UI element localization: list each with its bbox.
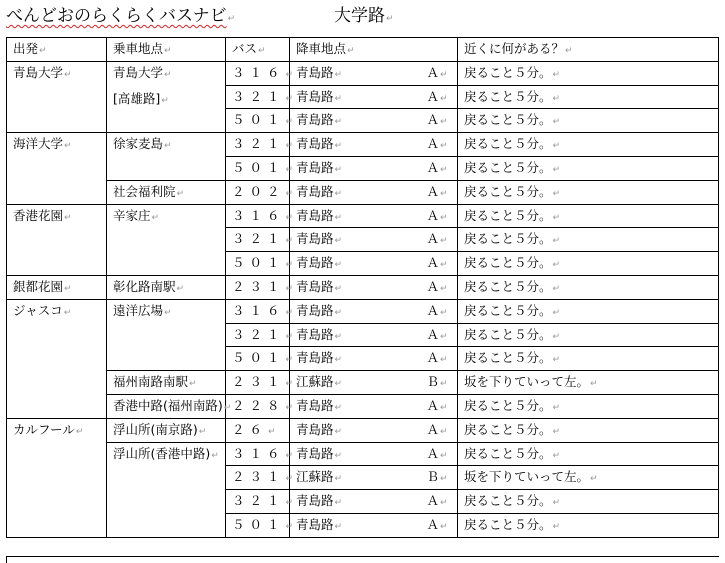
nearby-info-cell: 戻ること５分。↵ — [458, 133, 719, 157]
header-nearby: 近くに何がある？↵ — [458, 38, 719, 62]
paragraph-mark-icon: ↵ — [334, 188, 343, 199]
paragraph-mark-icon: ↵ — [440, 450, 448, 461]
paragraph-mark-icon: ↵ — [440, 141, 448, 152]
table-row — [7, 204, 719, 228]
boarding-stop-cell: 彰化路南駅↵ — [107, 275, 226, 299]
paragraph-mark-icon: ↵ — [285, 498, 299, 509]
paragraph-mark-icon: ↵ — [440, 164, 448, 175]
bus-number-cell: ３２１↵ — [226, 85, 290, 109]
origin-cell: 青島大学↵ — [7, 61, 107, 132]
paragraph-mark-icon: ↵ — [334, 355, 343, 366]
nearby-info-cell: 戻ること５分。↵ — [458, 442, 719, 466]
origin-cell: カルフール↵ — [7, 418, 107, 537]
paragraph-mark-icon: ↵ — [285, 117, 299, 128]
bus-route-table — [6, 37, 719, 538]
paragraph-mark-icon: ↵ — [552, 331, 561, 342]
paragraph-mark-icon: ↵ — [440, 117, 448, 128]
paragraph-mark-icon: ↵ — [285, 402, 299, 413]
exit-gate-cell: Ｂ↵ — [421, 466, 458, 490]
exit-gate-cell: Ａ↵ — [421, 513, 458, 537]
alighting-stop-cell: 青島路↵ — [290, 61, 421, 85]
paragraph-mark-icon: ↵ — [590, 474, 598, 485]
paragraph-mark-icon: ↵ — [285, 69, 299, 80]
nearby-info-cell: 戻ること５分。↵ — [458, 513, 719, 537]
exit-gate-cell: Ａ↵ — [421, 252, 458, 276]
table-body — [7, 38, 719, 538]
paragraph-mark-icon: ↵ — [440, 93, 448, 104]
nearby-info-cell: 戻ること５分。↵ — [458, 323, 719, 347]
table-row — [7, 299, 719, 323]
table-row — [7, 371, 719, 395]
table-row — [7, 418, 719, 442]
alighting-stop-cell: 青島路↵ — [290, 323, 421, 347]
paragraph-mark-icon: ↵ — [334, 521, 343, 532]
alighting-stop-cell: 青島路↵ — [290, 252, 421, 276]
paragraph-mark-icon: ↵ — [440, 283, 448, 294]
paragraph-mark-icon: ↵ — [552, 521, 561, 532]
paragraph-mark-icon: ↵ — [334, 117, 343, 128]
paragraph-mark-icon: ↵ — [334, 260, 343, 271]
alighting-stop-cell: 青島路↵ — [290, 275, 421, 299]
paragraph-mark-icon: ↵ — [440, 379, 448, 390]
paragraph-mark-icon: ↵ — [440, 307, 448, 318]
title-right-wrap — [334, 2, 394, 33]
origin-cell: 海洋大学↵ — [7, 133, 107, 204]
table-row — [7, 180, 719, 204]
paragraph-mark-icon: ↵ — [552, 69, 561, 80]
header-row — [7, 38, 719, 62]
paragraph-mark-icon: ↵ — [268, 426, 281, 437]
alighting-stop-cell: 青島路↵ — [290, 490, 421, 514]
nearby-info-cell: 戻ること５分。↵ — [458, 85, 719, 109]
table-row — [7, 61, 719, 85]
exit-gate-cell: Ａ↵ — [421, 490, 458, 514]
boarding-stop-cell: 福州南路南駅↵ — [107, 371, 226, 395]
alighting-stop-cell: 青島路↵ — [290, 418, 421, 442]
paragraph-mark-icon: ↵ — [64, 141, 72, 152]
paragraph-mark-icon: ↵ — [63, 307, 72, 318]
paragraph-mark-icon: ↵ — [285, 379, 299, 390]
bus-number-cell: ２０２↵ — [226, 180, 290, 204]
alighting-stop-cell: 青島路↵ — [290, 394, 421, 418]
alighting-stop-cell: 青島路↵ — [290, 204, 421, 228]
header-origin: 出発↵ — [7, 38, 107, 62]
paragraph-mark-icon: ↵ — [440, 355, 448, 366]
paragraph-mark-icon: ↵ — [285, 236, 299, 247]
paragraph-mark-icon: ↵ — [386, 14, 394, 24]
boarding-stop-cell: 浮山所(香港中路)↵ — [107, 442, 226, 537]
document-title — [6, 2, 394, 30]
bus-number-cell: ３２１↵ — [226, 228, 290, 252]
nearby-info-cell: 戻ること５分。↵ — [458, 275, 719, 299]
paragraph-mark-icon: ↵ — [285, 188, 299, 199]
bus-number-cell: ２３１↵ — [226, 275, 290, 299]
paragraph-mark-icon: ↵ — [285, 331, 299, 342]
paragraph-mark-icon: ↵ — [64, 283, 72, 294]
table-row — [7, 133, 719, 157]
exit-gate-cell: Ａ↵ — [421, 85, 458, 109]
nearby-info-cell: 戻ること５分。↵ — [458, 156, 719, 180]
boarding-stop-sub: [高雄路]↵ — [113, 90, 169, 106]
boarding-stop-cell: 青島大学↵ [高雄路]↵ — [107, 61, 226, 132]
alighting-stop-cell: 江蘇路↵ — [290, 466, 421, 490]
paragraph-mark-icon: ↵ — [334, 379, 343, 390]
exit-gate-cell: Ａ↵ — [421, 133, 458, 157]
exit-gate-cell: Ａ↵ — [421, 442, 458, 466]
origin-cell: 香港花園↵ — [7, 204, 107, 275]
bus-number-cell: ２３１↵ — [226, 371, 290, 395]
paragraph-mark-icon: ↵ — [440, 402, 448, 413]
bus-number-cell: ５０１↵ — [226, 252, 290, 276]
exit-gate-cell: Ａ↵ — [421, 418, 458, 442]
exit-gate-cell: Ａ↵ — [421, 180, 458, 204]
paragraph-mark-icon: ↵ — [440, 212, 448, 223]
paragraph-mark-icon: ↵ — [440, 426, 448, 437]
bus-number-cell: ２６↵ — [226, 418, 290, 442]
paragraph-mark-icon: ↵ — [440, 331, 448, 342]
bus-number-cell: ２３１↵ — [226, 466, 290, 490]
alighting-stop-cell: 青島路↵ — [290, 442, 421, 466]
paragraph-mark-icon: ↵ — [334, 141, 343, 152]
table-row — [7, 275, 719, 299]
bus-number-cell: ３１６↵ — [226, 299, 290, 323]
paragraph-mark-icon: ↵ — [334, 164, 343, 175]
paragraph-mark-icon: ↵ — [334, 331, 343, 342]
exit-gate-cell: Ａ↵ — [421, 347, 458, 371]
alighting-stop-cell: 青島路↵ — [290, 109, 421, 133]
bus-number-cell: ３２１↵ — [226, 490, 290, 514]
paragraph-mark-icon: ↵ — [285, 450, 299, 461]
paragraph-mark-icon: ↵ — [176, 283, 185, 294]
paragraph-mark-icon: ↵ — [552, 236, 561, 247]
exit-gate-cell: Ａ↵ — [421, 394, 458, 418]
paragraph-mark-icon: ↵ — [552, 117, 561, 128]
alighting-stop-cell: 青島路↵ — [290, 228, 421, 252]
table-row — [7, 442, 719, 466]
exit-gate-cell: Ｂ↵ — [421, 371, 458, 395]
paragraph-mark-icon: ↵ — [334, 69, 343, 80]
bus-number-cell: ５０１↵ — [226, 109, 290, 133]
paragraph-mark-icon: ↵ — [552, 426, 561, 437]
paragraph-mark-icon: ↵ — [552, 164, 561, 175]
paragraph-mark-icon: ↵ — [285, 212, 299, 223]
boarding-stop-cell: 浮山所(南京路)↵ — [107, 418, 226, 442]
paragraph-mark-icon: ↵ — [590, 379, 598, 390]
paragraph-mark-icon: ↵ — [552, 402, 561, 413]
alighting-stop-cell: 青島路↵ — [290, 180, 421, 204]
paragraph-mark-icon: ↵ — [64, 212, 72, 223]
paragraph-mark-icon: ↵ — [552, 141, 561, 152]
paragraph-mark-icon: ↵ — [151, 212, 160, 223]
paragraph-mark-icon: ↵ — [552, 307, 561, 318]
exit-gate-cell: Ａ↵ — [421, 299, 458, 323]
header-alighting: 降車地点↵ — [290, 38, 458, 62]
paragraph-mark-icon: ↵ — [285, 355, 299, 366]
nearby-info-cell: 戻ること５分。↵ — [458, 394, 719, 418]
paragraph-mark-icon: ↵ — [334, 498, 343, 509]
paragraph-mark-icon: ↵ — [198, 426, 207, 437]
paragraph-mark-icon: ↵ — [189, 379, 197, 390]
paragraph-mark-icon: ↵ — [285, 474, 299, 485]
alighting-stop-cell: 青島路↵ — [290, 347, 421, 371]
paragraph-mark-icon: ↵ — [334, 93, 343, 104]
alighting-stop-cell: 青島路↵ — [290, 513, 421, 537]
paragraph-mark-icon: ↵ — [552, 283, 561, 294]
nearby-info-cell: 坂を下りていって左。↵ — [458, 371, 719, 395]
paragraph-mark-icon: ↵ — [285, 521, 299, 532]
paragraph-mark-icon: ↵ — [440, 474, 448, 485]
alighting-stop-cell: 青島路↵ — [290, 299, 421, 323]
bus-number-cell: ３２１↵ — [226, 323, 290, 347]
exit-gate-cell: Ａ↵ — [421, 61, 458, 85]
bus-number-cell: ５０１↵ — [226, 347, 290, 371]
title-left: べんどおのらくらくバスナビ — [6, 6, 227, 26]
paragraph-mark-icon: ↵ — [440, 188, 448, 199]
nearby-info-cell: 坂を下りていって左。↵ — [458, 466, 719, 490]
exit-gate-cell: Ａ↵ — [421, 323, 458, 347]
paragraph-mark-icon: ↵ — [285, 141, 299, 152]
paragraph-mark-icon: ↵ — [285, 164, 299, 175]
alighting-stop-cell: 江蘇路↵ — [290, 371, 421, 395]
nearby-info-cell: 戻ること５分。↵ — [458, 347, 719, 371]
paragraph-mark-icon: ↵ — [176, 188, 185, 199]
paragraph-mark-icon: ↵ — [64, 69, 72, 80]
paragraph-mark-icon: ↵ — [552, 188, 561, 199]
nearby-info-cell: 戻ること５分。↵ — [458, 252, 719, 276]
paragraph-mark-icon: ↵ — [164, 141, 172, 152]
bus-number-cell: ２２８↵ — [226, 394, 290, 418]
paragraph-mark-icon: ↵ — [552, 450, 561, 461]
nearby-info-cell: 戻ること５分。↵ — [458, 109, 719, 133]
paragraph-mark-icon: ↵ — [440, 521, 448, 532]
boarding-stop-cell: 辛家庄↵ — [107, 204, 226, 275]
bus-number-cell: ３２１↵ — [226, 133, 290, 157]
paragraph-mark-icon: ↵ — [440, 260, 448, 271]
bus-number-cell: ５０１↵ — [226, 156, 290, 180]
paragraph-mark-icon: ↵ — [334, 426, 343, 437]
header-boarding: 乗車地点↵ — [107, 38, 226, 62]
nearby-info-cell: 戻ること５分。↵ — [458, 228, 719, 252]
paragraph-mark-icon: ↵ — [334, 450, 343, 461]
paragraph-mark-icon: ↵ — [285, 307, 299, 318]
bus-number-cell: ３１６↵ — [226, 442, 290, 466]
exit-gate-cell: Ａ↵ — [421, 109, 458, 133]
paragraph-mark-icon: ↵ — [285, 93, 299, 104]
bus-number-cell: ３１６↵ — [226, 61, 290, 85]
bus-number-cell: ３１６↵ — [226, 204, 290, 228]
boarding-stop-cell: 徐家麦島↵ — [107, 133, 226, 181]
boarding-stop-cell: 香港中路(福州南路)↵ — [107, 394, 226, 418]
paragraph-mark-icon: ↵ — [227, 14, 236, 24]
boarding-stop-cell: 遠洋広場↵ — [107, 299, 226, 370]
table-row — [7, 394, 719, 418]
alighting-stop-cell: 青島路↵ — [290, 156, 421, 180]
nearby-info-cell: 戻ること５分。↵ — [458, 204, 719, 228]
origin-cell: ジャスコ↵ — [7, 299, 107, 418]
paragraph-mark-icon: ↵ — [440, 498, 448, 509]
paragraph-mark-icon: ↵ — [440, 69, 448, 80]
paragraph-mark-icon: ↵ — [552, 355, 561, 366]
paragraph-mark-icon: ↵ — [334, 474, 343, 485]
alighting-stop-cell: 青島路↵ — [290, 133, 421, 157]
paragraph-mark-icon: ↵ — [440, 236, 448, 247]
paragraph-mark-icon: ↵ — [552, 93, 561, 104]
paragraph-mark-icon: ↵ — [334, 283, 343, 294]
nearby-info-cell: 戻ること５分。↵ — [458, 418, 719, 442]
paragraph-mark-icon: ↵ — [552, 260, 561, 271]
origin-cell: 銀都花園↵ — [7, 275, 107, 299]
paragraph-mark-icon: ↵ — [75, 426, 84, 437]
header-bus: バス↵ — [226, 38, 290, 62]
nearby-info-cell: 戻ること５分。↵ — [458, 180, 719, 204]
paragraph-mark-icon: ↵ — [334, 212, 343, 223]
paragraph-mark-icon: ↵ — [211, 450, 219, 461]
paragraph-mark-icon: ↵ — [552, 498, 561, 509]
bus-number-cell: ５０１↵ — [226, 513, 290, 537]
paragraph-mark-icon: ↵ — [223, 402, 232, 413]
nearby-info-cell: 戻ること５分。↵ — [458, 490, 719, 514]
exit-gate-cell: Ａ↵ — [421, 228, 458, 252]
alighting-stop-cell: 青島路↵ — [290, 85, 421, 109]
paragraph-mark-icon: ↵ — [334, 307, 343, 318]
paragraph-mark-icon: ↵ — [285, 260, 299, 271]
paragraph-mark-icon: ↵ — [164, 307, 172, 318]
paragraph-mark-icon: ↵ — [285, 283, 299, 294]
paragraph-mark-icon: ↵ — [334, 236, 343, 247]
exit-gate-cell: Ａ↵ — [421, 204, 458, 228]
next-row-edge — [6, 556, 719, 563]
paragraph-mark-icon: ↵ — [334, 402, 343, 413]
exit-gate-cell: Ａ↵ — [421, 275, 458, 299]
paragraph-mark-icon: ↵ — [164, 69, 172, 80]
nearby-info-cell: 戻ること５分。↵ — [458, 299, 719, 323]
paragraph-mark-icon: ↵ — [552, 212, 561, 223]
boarding-stop-cell: 社会福利院↵ — [107, 180, 226, 204]
exit-gate-cell: Ａ↵ — [421, 156, 458, 180]
nearby-info-cell: 戻ること５分。↵ — [458, 61, 719, 85]
title-right: 大学路 — [334, 6, 385, 26]
